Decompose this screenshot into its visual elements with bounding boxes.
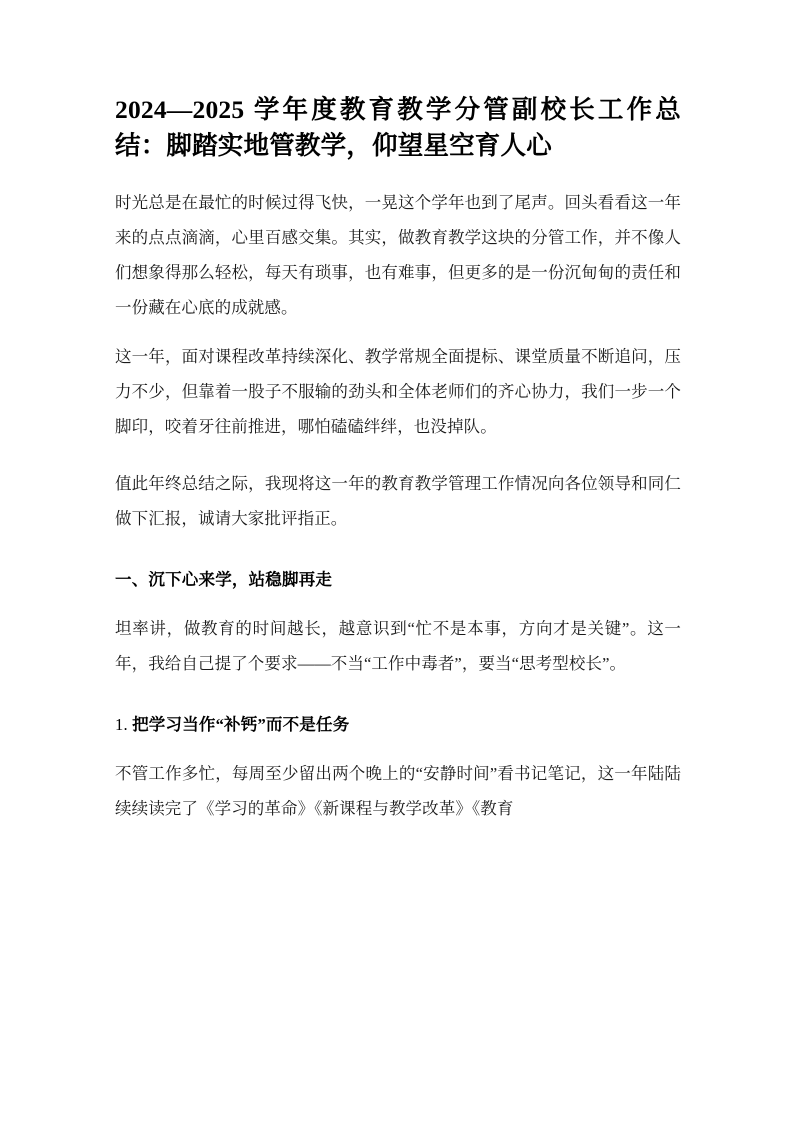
paragraph-1: 时光总是在最忙的时候过得飞快，一晃这个学年也到了尾声。回头看看这一年来的点点滴滴，心里百感交集。其实，做教育教学这块的分管工作，并不像人们想象得那么轻松，每天有琐事，也有难事，但更多的是一份沉甸甸的责任和一份藏在心底的成就感。 bbox=[115, 193, 681, 318]
page-title: 2024—2025 学年度教育教学分管副校长工作总结：脚踏实地管教学，仰望星空育人心 bbox=[115, 95, 681, 161]
section-heading-1: 一、沉下心来学，站稳脚再走 bbox=[115, 570, 333, 590]
paragraph-4: 坦率讲，做教育的时间越长，越意识到“忙不是本事，方向才是关键”。这一年，我给自己提了个要求——不当“工作中毒者”，要当“思考型校长”。 bbox=[115, 619, 681, 674]
subsection-label: 把学习当作“补钙”而不是任务 bbox=[132, 715, 350, 735]
subsection-number: 1. bbox=[115, 715, 128, 735]
subsection-heading-1 bbox=[115, 708, 681, 741]
paragraph-2: 这一年，面对课程改革持续深化、教学常规全面提标、课堂质量不断追问，压力不少，但靠着一股子不服输的劲头和全体老师们的齐心协力，我们一步一个脚印，咬着牙往前推进，哪怕磕磕绊绊，也没掉队。 bbox=[115, 347, 681, 437]
paragraph-3: 值此年终总结之际，我现将这一年的教育教学管理工作情况向各位领导和同仁做下汇报，诚请大家批评指正。 bbox=[115, 474, 681, 529]
document-content bbox=[115, 92, 681, 841]
paragraph-5: 不管工作多忙，每周至少留出两个晚上的“安静时间”看书记笔记，这一年陆陆续续读完了《学习的革命》《新课程与教学改革》《教育 bbox=[115, 764, 681, 819]
